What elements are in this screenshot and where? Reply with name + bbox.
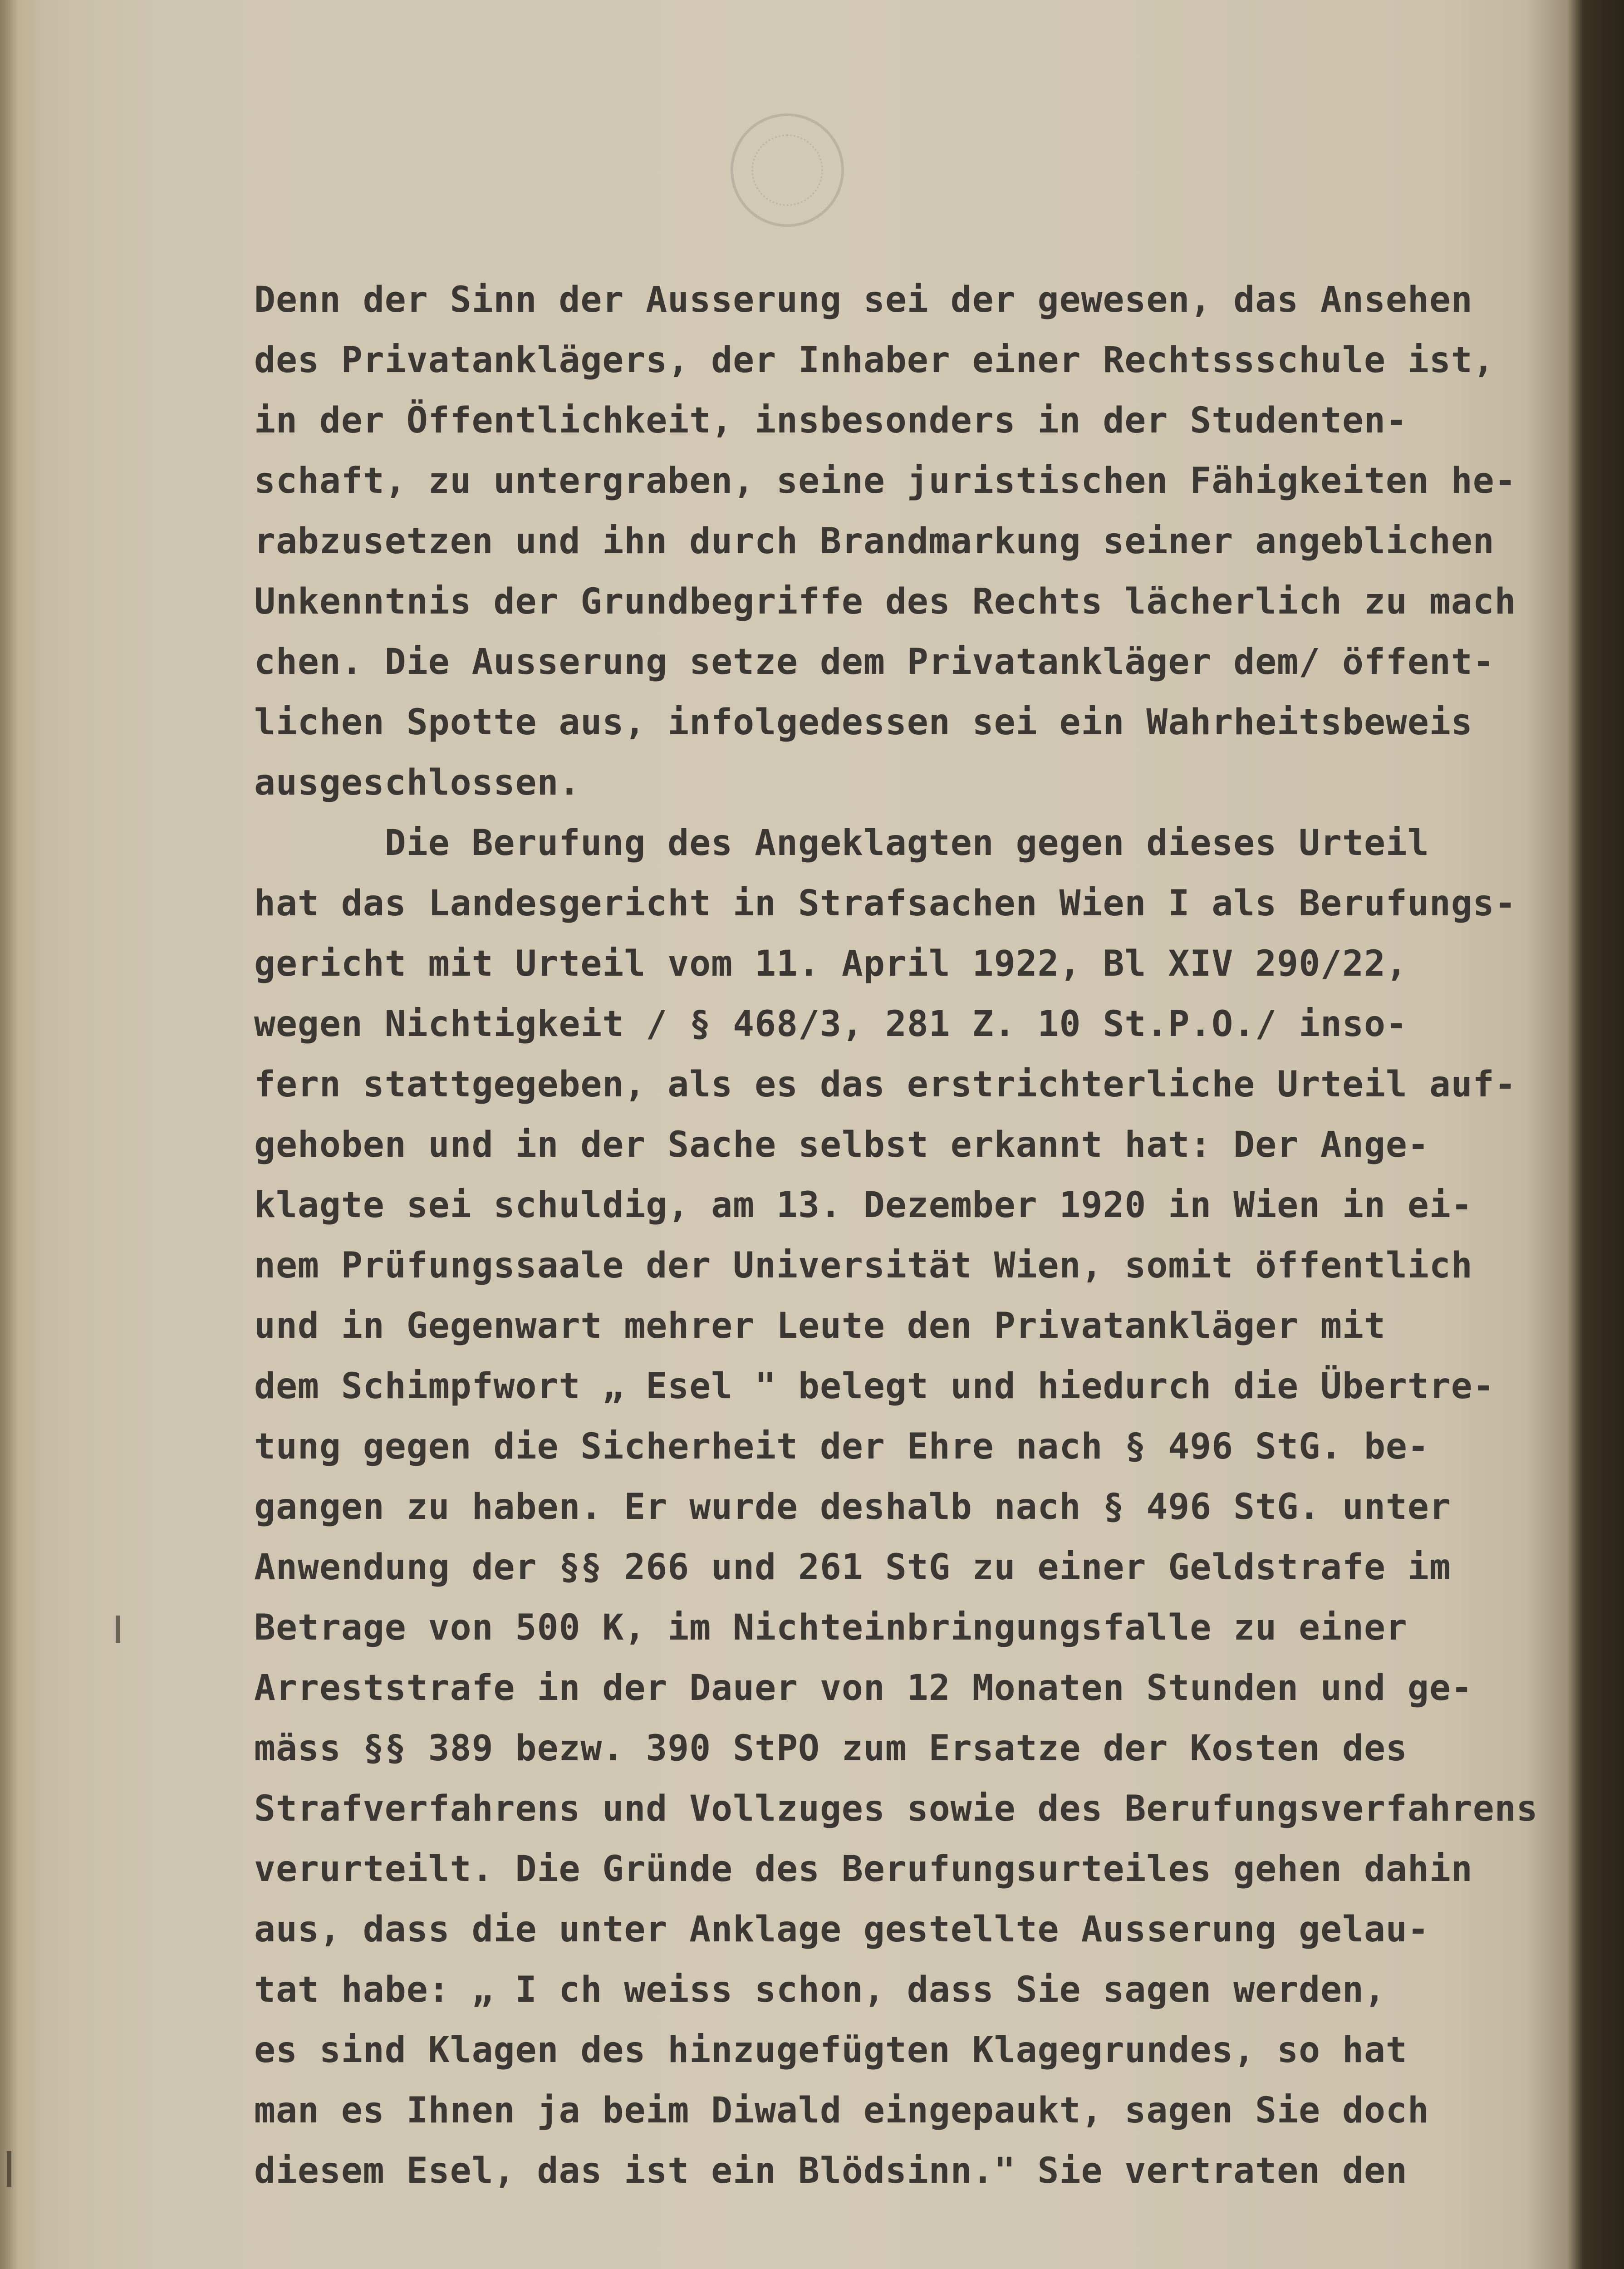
text-line: Arreststrafe in der Dauer von 12 Monaten Stunden und ge- — [254, 1668, 1473, 1709]
text-line: Betrage von 500 K, im Nichteinbringungsfalle zu einer — [254, 1607, 1408, 1648]
text-line: Strafverfahrens und Vollzuges sowie des Berufungsverfahrens — [254, 1788, 1538, 1829]
text-line: gehoben und in der Sache selbst erkannt hat: Der Ange- — [254, 1125, 1429, 1165]
text-line: in der Öffentlichkeit, insbesonders in der Studenten- — [254, 400, 1408, 441]
text-line: wegen Nichtigkeit / § 468/3, 281 Z. 10 St.P.O./ inso- — [254, 1004, 1408, 1045]
text-line: mäss §§ 389 bezw. 390 StPO zum Ersatze der Kosten des — [254, 1728, 1408, 1769]
text-line: hat das Landesgericht in Strafsachen Wien I als Berufungs- — [254, 883, 1516, 924]
text-line: Unkenntnis der Grundbegriffe des Rechts lächerlich zu mach — [254, 581, 1516, 622]
text-line: diesem Esel, das ist ein Blödsinn." Sie vertraten den — [254, 2151, 1408, 2191]
text-line: verurteilt. Die Gründe des Berufungsurteiles gehen dahin — [254, 1849, 1473, 1890]
faint-stamp — [731, 113, 844, 227]
text-line: dem Schimpfwort „ Esel " belegt und hiedurch die Übertre- — [254, 1366, 1495, 1407]
text-line: tat habe: „ I ch weiss schon, dass Sie sagen werden, — [254, 1969, 1386, 2010]
text-line: es sind Klagen des hinzugefügten Klagegrundes, so hat — [254, 2030, 1408, 2071]
page-edge-shadow — [0, 0, 18, 2269]
text-line: des Privatanklägers, der Inhaber einer Rechtssschule ist, — [254, 340, 1495, 381]
text-line: Anwendung der §§ 266 und 261 StG zu einer Geldstrafe im — [254, 1547, 1451, 1588]
text-line: nem Prüfungssaale der Universität Wien, somit öffentlich — [254, 1245, 1473, 1286]
text-line: ausgeschlossen. — [254, 762, 581, 803]
text-line: gericht mit Urteil vom 11. April 1922, Bl XIV 290/22, — [254, 943, 1408, 984]
text-line: Denn der Sinn der Ausserung sei der gewesen, das Ansehen — [254, 280, 1473, 320]
text-line: fern stattgegeben, als es das erstrichterliche Urteil auf- — [254, 1064, 1516, 1105]
margin-mark — [116, 1616, 120, 1643]
text-line: tung gegen die Sicherheit der Ehre nach § 496 StG. be- — [254, 1426, 1429, 1467]
text-line: gangen zu haben. Er wurde deshalb nach § 496 StG. unter — [254, 1487, 1451, 1527]
text-line: Die Berufung des Angeklagten gegen dieses Urteil — [254, 823, 1429, 864]
text-line: lichen Spotte aus, infolgedessen sei ein Wahrheitsbeweis — [254, 702, 1473, 743]
text-line: schaft, zu untergraben, seine juristischen Fähigkeiten he- — [254, 461, 1516, 501]
typewritten-text — [254, 270, 1538, 2201]
text-line: chen. Die Ausserung setze dem Privatankläger dem/ öffent- — [254, 642, 1495, 683]
margin-mark — [7, 2151, 11, 2187]
text-line: rabzusetzen und ihn durch Brandmarkung seiner angeblichen — [254, 521, 1495, 562]
text-line: und in Gegenwart mehrer Leute den Privatankläger mit — [254, 1306, 1386, 1346]
faint-stamp-inner — [751, 134, 823, 206]
text-line: man es Ihnen ja beim Diwald eingepaukt, sagen Sie doch — [254, 2090, 1429, 2131]
text-line: aus, dass die unter Anklage gestellte Ausserung gelau- — [254, 1909, 1429, 1950]
text-line: klagte sei schuldig, am 13. Dezember 1920 in Wien in ei- — [254, 1185, 1473, 1226]
